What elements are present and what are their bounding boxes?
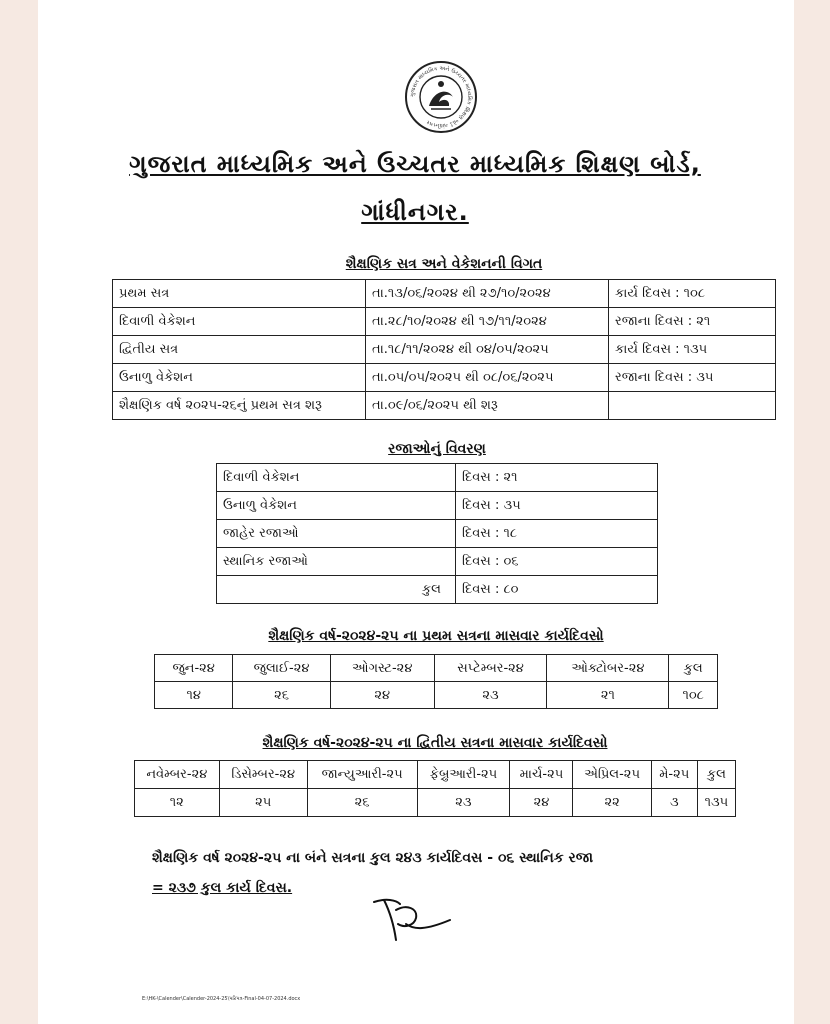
session-table [112, 279, 776, 420]
first-term-heading: શૈક્ષણિક વર્ષ-૨૦૨૪-૨૫ ના પ્રથમ સત્રના માસવાર કાર્યદિવસો [268, 628, 604, 644]
file-path-footer: E:\HK-\Calender\Calender-2024-25\પરિપત્ર-Final-04-07-2024.docx [142, 996, 301, 1002]
table-row: દિવાળી વેકેશન તા.૨૮/૧૦/૨૦૨૪ થી ૧૭/૧૧/૨૦૨૪ રજાના દિવસ : ૨૧ [113, 308, 776, 336]
holiday-table-heading: રજાઓનું વિવરણ [388, 441, 486, 457]
table-row: જાહેર રજાઓ દિવસ : ૧૮ [217, 520, 658, 548]
summary-line-2: = ૨૩૭ કુલ કાર્ય દિવસ. [152, 880, 293, 896]
summary-line-1: શૈક્ષણિક વર્ષ ૨૦૨૪-૨૫ ના બંને સત્રના કુલ ૨૪૩ કાર્યદિવસ - ૦૬ સ્થાનિક રજા [152, 850, 594, 866]
signature-icon [366, 890, 456, 950]
second-term-heading: શૈક્ષણિક વર્ષ-૨૦૨૪-૨૫ ના દ્વિતીય સત્રના માસવાર કાર્યદિવસો [262, 735, 608, 751]
table-row: શૈક્ષણિક વર્ષ ૨૦૨૫-૨૬નું પ્રથમ સત્ર શરૂ તા.૦૯/૦૬/૨૦૨૫ થી શરૂ [113, 392, 776, 420]
table-row: ૧૨ ૨૫ ૨૬ ૨૩ ૨૪ ૨૨ ૩ ૧૩૫ [135, 789, 736, 817]
holiday-table [216, 463, 658, 604]
svg-text:ગુજરાત માધ્યમિક અને ઉચ્ચતર માધ: ગુજરાત માધ્યમિક અને ઉચ્ચતર માધ્યમિક શિક્ષણ બોર્ડ ગાંધીનગર [409, 65, 473, 129]
board-title: ગુજરાત માધ્યમિક અને ઉચ્ચતર માધ્યમિક શિક્ષણ બોર્ડ, [129, 150, 701, 178]
first-term-table [154, 654, 718, 709]
table-row: દ્વિતીય સત્ર તા.૧૮/૧૧/૨૦૨૪ થી ૦૪/૦૫/૨૦૨૫ કાર્ય દિવસ : ૧૩૫ [113, 336, 776, 364]
table-row: જુન-૨૪ જુલાઈ-૨૪ ઓગસ્ટ-૨૪ સપ્ટેમ્બર-૨૪ ઓક્ટોબર-૨૪ કુલ [155, 655, 718, 682]
table-row: નવેમ્બર-૨૪ ડિસેમ્બર-૨૪ જાન્યુઆરી-૨૫ ફેબ્રુઆરી-૨૫ માર્ચ-૨૫ એપ્રિલ-૨૫ મે-૨૫ કુલ [135, 761, 736, 789]
table-row: ઉનાળુ વેકેશન દિવસ : ૩૫ [217, 492, 658, 520]
table-row: પ્રથમ સત્ર તા.૧૩/૦૬/૨૦૨૪ થી ૨૭/૧૦/૨૦૨૪ કાર્ય દિવસ : ૧૦૮ [113, 280, 776, 308]
second-term-table [134, 760, 736, 817]
session-table-heading: શૈક્ષણિક સત્ર અને વેકેશનની વિગત [345, 256, 543, 272]
gseb-seal-icon [404, 60, 478, 134]
table-row: કુલ દિવસ : ૮૦ [217, 576, 658, 604]
table-row: દિવાળી વેકેશન દિવસ : ૨૧ [217, 464, 658, 492]
table-row: સ્થાનિક રજાઓ દિવસ : ૦૬ [217, 548, 658, 576]
board-city: ગાંધીનગર. [361, 198, 469, 226]
table-row: ઉનાળુ વેકેશન તા.૦૫/૦૫/૨૦૨૫ થી ૦૮/૦૬/૨૦૨૫ રજાના દિવસ : ૩૫ [113, 364, 776, 392]
table-row: ૧૪ ૨૬ ૨૪ ૨૩ ૨૧ ૧૦૮ [155, 682, 718, 709]
